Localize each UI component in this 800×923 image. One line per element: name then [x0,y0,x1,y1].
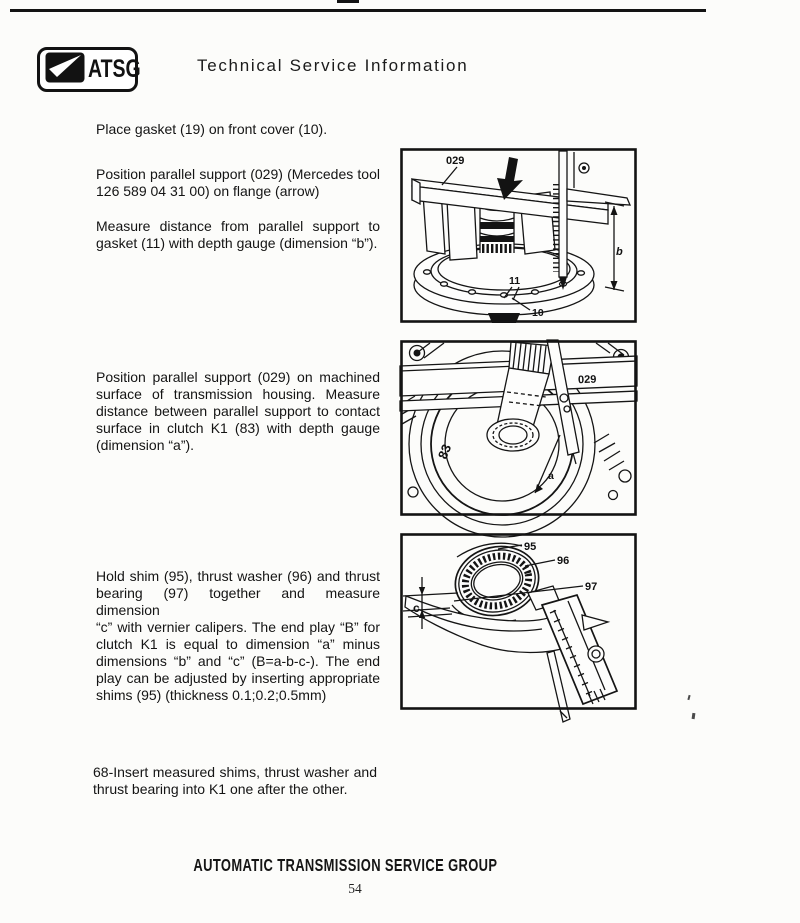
figure2-clutch-83-label: 83 [434,442,455,462]
figure1-cover-10-label: 10 [532,307,544,319]
paragraph-line: play can be adjusted by inserting appropriate [96,670,380,686]
paragraph-line: “c” with vernier calipers. The end play “B” for [96,619,380,635]
figure2-tool-029-label: 029 [577,373,597,387]
scan-artifact-top [337,0,359,3]
page-title: Technical Service Information [197,56,469,75]
figure1-dimension-b-label: b [616,246,623,258]
paragraph-line: shims (95) (thickness 0.1;0.2;0.5mm) [96,687,327,703]
figure-depth-gauge-front-cover [400,148,637,323]
figure3-shim-95-label: 95 [524,541,537,553]
paragraph-line: surface of transmission housing. Measure [96,386,380,402]
scan-artifact-speck [687,695,690,700]
atsg-checkmark-icon [45,52,85,88]
paragraph-line: dimensions “b” and “c” (B=a-b-c-). The end [96,653,380,669]
instruction-paragraph-insert-shims [93,764,377,798]
atsg-logo [37,47,141,92]
paragraph-line: Hold shim (95), thrust washer (96) and thrust [96,568,380,584]
figure-caliper-thrust-bearing [400,533,637,725]
paragraph-line: thrust bearing into K1 one after the other. [93,781,348,797]
figure1-gasket-11-label: 11 [509,275,521,287]
figure3-bearing-97-label: 97 [585,581,598,593]
instruction-paragraph-measure-a [96,369,380,454]
top-rule [10,9,706,12]
figure3-dimension-c-label: c [413,601,420,615]
instruction-paragraph-measure-c [96,568,380,704]
figure1-tool-029-label: 029 [446,155,465,167]
atsg-logo-text: ATSG [88,55,141,83]
paragraph-line: distance between parallel support to contact [96,403,380,419]
paragraph-line: 68-Insert measured shims, thrust washer and [93,764,377,780]
paragraph-line: Measure distance from parallel support to [96,218,380,234]
figure2-dimension-a-label: a [548,470,554,482]
paragraph-line: Place gasket (19) on front cover (10). [96,121,328,137]
figure-parallel-support-housing [400,340,637,516]
figure3-washer-96-label: 96 [557,555,570,567]
scan-artifact-speck [692,713,695,719]
paragraph-line: clutch K1 is equal to dimension “a” minus [96,636,380,652]
paragraph-line: bearing (97) together and measure dimension [96,585,380,618]
paragraph-line: Position parallel support (029) (Mercedes tool [96,166,380,182]
paragraph-line: gasket (11) with depth gauge (dimension “b”). [96,235,378,251]
instruction-paragraph-position-support [96,166,380,200]
instruction-paragraph-measure-b [96,218,380,252]
paragraph-line: Position parallel support (029) on machined [96,369,380,385]
paragraph-line: (dimension “a”). [96,437,195,453]
footer-organization: AUTOMATIC TRANSMISSION SERVICE GROUP [193,855,498,875]
page-number: 54 [348,881,362,896]
instruction-paragraph-gasket [96,121,380,138]
paragraph-line: 126 589 04 31 00) on flange (arrow) [96,183,320,199]
paragraph-line: surface in clutch K1 (83) with depth gauge [96,420,380,436]
